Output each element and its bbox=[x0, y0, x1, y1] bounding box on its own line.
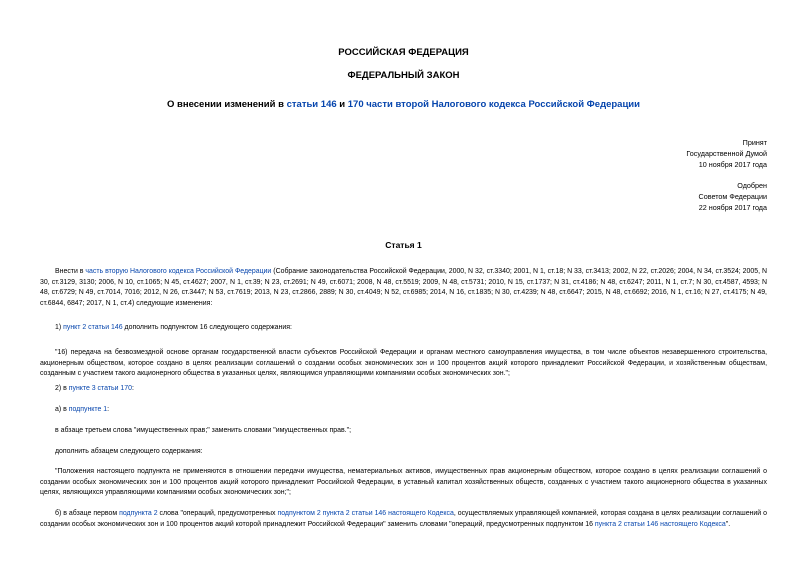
p5-pre: а) в bbox=[55, 406, 69, 413]
paragraph-item-2 bbox=[40, 384, 767, 395]
approved-date: 22 ноября 2017 года bbox=[698, 203, 767, 212]
law-title bbox=[0, 99, 807, 110]
paragraph-provisions: "Положения настоящего подпункта не применяются в отношении передачи имущества, нематериальных активов, имущественных прав акционерным обществом, которое создано в целях реализации соглашений о создании особых экономических зон и 100 процентов акций которого принадлежит Российской Федерации, в уставный капитал хозяйственных обществ, созданных с участием такого акционерного общества в указанных целях, являющихся управляющими компаниями особых экономических зон;"; bbox=[40, 468, 767, 496]
adoption-duma bbox=[686, 137, 767, 170]
accepted-date: 10 ноября 2017 года bbox=[698, 160, 767, 169]
paragraph-item-1 bbox=[40, 323, 767, 334]
p1-rest: (Собрание законодательства Российской Федерации, 2000, N 32, ст.3340; 2001, N 1, ст.18; N 33, ст.3413; 2002, N 22, ст.2026; 2004, N 34, ст.3524; 2005, N 30, ст.3129, 3130; 2006, N 10, ст.1065; N 45, ст.4627; 2007, N 1, ст.39; N 23, ст.2691; N 49, ст.6071; 2008, N 48, ст.5519; 2009, N 48, ст.5731; 2010, N 15, ст.1737; N 31, ст.4186; N 48, ст.6247; 2011, N 1, ст.7; N 30, ст.4587, 4593; N 48, ст.6729; N 49, ст.7014, 7016; 2012, N 26, ст.3447; N 53, ст.7619; 2013, N 23, ст.2866, 2889; N 30, ст.4049; N 52, ст.6985; 2014, N 16, ст.1835; N 30, ст.4239; N 48, ст.6647; 2015, N 48, ст.6692; 2016, N 1, ст.16; N 27, ст.4175; N 49, ст.6844, 6847; 2017, N 1, ст.4) следующие изменения: bbox=[40, 268, 767, 307]
link-subitem-1[interactable]: подпункте 1 bbox=[68, 406, 108, 413]
country-heading: РОССИЙСКАЯ ФЕДЕРАЦИЯ bbox=[338, 47, 469, 58]
accepted-label: Принят bbox=[742, 138, 767, 147]
p9-pre: б) в абзаце первом bbox=[55, 510, 120, 517]
approved-body: Советом Федерации bbox=[698, 192, 767, 201]
p4-rest: : bbox=[132, 385, 134, 392]
link-subitem-2-p2-art146[interactable]: подпунктом 2 пункта 2 статьи 146 настоящего Кодекса bbox=[277, 510, 454, 517]
paragraph-item-2b bbox=[40, 509, 767, 530]
link-p2-art146-code[interactable]: пункта 2 статьи 146 настоящего Кодекса bbox=[594, 520, 726, 528]
p2-pre: 1) bbox=[55, 324, 64, 331]
link-subitem-2[interactable]: подпункта 2 bbox=[119, 510, 158, 517]
accepted-body: Государственной Думой bbox=[686, 149, 767, 158]
title-link-article-170[interactable]: 170 части второй Налогового кодекса Российской Федерации bbox=[347, 99, 640, 110]
p9-end: ". bbox=[725, 520, 731, 528]
paragraph-add-abzac: дополнить абзацем следующего содержания: bbox=[55, 448, 203, 455]
paragraph-intro bbox=[40, 267, 767, 309]
approved-label: Одобрен bbox=[737, 181, 767, 190]
paragraph-third-abzac: в абзаце третьем слова "имущественных прав;" заменить словами "имущественных прав."; bbox=[55, 427, 352, 434]
link-tax-code-part-two[interactable]: часть вторую Налогового кодекса Российской Федерации bbox=[85, 268, 272, 275]
p4-pre: 2) в bbox=[55, 385, 69, 392]
p2-rest: дополнить подпунктом 16 следующего содержания: bbox=[122, 324, 292, 331]
p5-rest: : bbox=[107, 406, 110, 413]
paragraph-subitem-16: "16) передача на безвозмездной основе органам государственной власти субъектов Российской Федерации и органам местного самоуправления имущества, в том числе объектов незавершенного строительства, акционерным обществом, которое создано в целях реализации соглашений о создании особых экономических зон и 100 процентов акций которого принадлежит Российской Федерации, и хозяйственным обществам, созданным с участием такого акционерного общества в указанных целях, являющимся управляющими компаниями особых экономических зон."; bbox=[40, 349, 767, 377]
article-title: Статья 1 bbox=[385, 240, 422, 250]
p9-mid2: , осуществляемых управляющей компанией, которая создана в целях реализации соглашений о создании особых экономических зон и 100 процентов акций которой принадлежит Российской Федерации" заменить словами "операций, предусмотренных подпунктом 16 bbox=[40, 510, 767, 528]
title-link-article-146[interactable]: статьи 146 bbox=[286, 99, 337, 110]
link-article-146-p2[interactable]: пункт 2 статьи 146 bbox=[63, 324, 123, 331]
p9-mid1: слова "операций, предусмотренных bbox=[157, 510, 278, 517]
p1-pre: Внести в bbox=[55, 268, 86, 275]
title-text-pre: О внесении изменений в bbox=[167, 99, 287, 110]
link-article-170-p3[interactable]: пункте 3 статьи 170 bbox=[68, 385, 133, 392]
adoption-council bbox=[699, 180, 767, 213]
paragraph-item-2a bbox=[40, 405, 767, 416]
title-text-mid: и bbox=[336, 99, 348, 110]
law-type-heading: ФЕДЕРАЛЬНЫЙ ЗАКОН bbox=[347, 70, 460, 81]
